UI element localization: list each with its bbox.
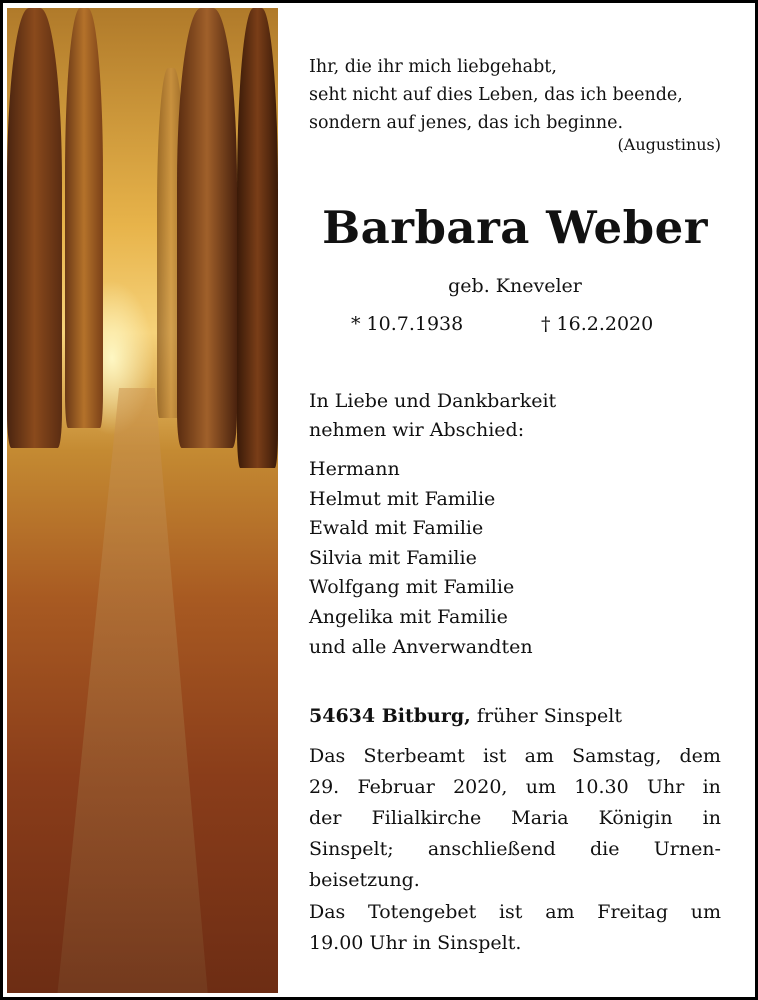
word: am [524, 745, 554, 767]
service-line [309, 741, 721, 772]
service-line [309, 772, 721, 803]
tree-trunk-right-2 [237, 8, 278, 468]
word: Samstag, [572, 745, 662, 767]
word: 29. [309, 776, 340, 798]
word: Februar [357, 776, 435, 798]
birth-name: geb. Kneveler [448, 275, 582, 297]
word: Totengebet [368, 901, 477, 923]
mourner: Silvia mit Familie [309, 546, 477, 569]
mourner: Wolfgang mit Familie [309, 576, 515, 599]
service-line [309, 803, 721, 834]
mourner: Ewald mit Familie [309, 517, 484, 540]
word: um [690, 901, 721, 923]
tree-trunk-right [177, 8, 237, 448]
intro-line: nehmen wir Abschied: [309, 419, 525, 441]
birth-date: * 10.7.1938 [351, 313, 464, 335]
prayer-info [309, 897, 721, 959]
deceased-name: Barbara Weber [322, 201, 708, 254]
word: Königin [598, 807, 673, 829]
quote [309, 53, 721, 137]
word: in [702, 776, 721, 798]
word: in [702, 807, 721, 829]
quote-line: sondern auf jenes, das ich beginne. [309, 113, 624, 133]
word: Maria [511, 807, 569, 829]
quote-line: Ihr, die ihr mich liebgehabt, [309, 57, 557, 77]
quote-source: (Augustinus) [617, 135, 721, 154]
quote-line: seht nicht auf dies Leben, das ich beende, [309, 85, 683, 105]
word: Freitag [597, 901, 668, 923]
word: um [525, 776, 557, 798]
mourner: Angelika mit Familie [309, 605, 508, 628]
word: Filialkirche [371, 807, 482, 829]
word: 10.30 [574, 776, 629, 798]
word: Sinspelt; [309, 838, 394, 860]
word: anschließend [427, 838, 556, 860]
tree-trunk-left-2 [65, 8, 103, 428]
death-date: † 16.2.2020 [541, 313, 654, 335]
service-line [309, 834, 721, 865]
mourner: Hermann [309, 458, 400, 480]
word: ist [482, 745, 507, 767]
prayer-line [309, 897, 721, 928]
farewell-intro [309, 387, 721, 445]
mourner: Helmut mit Familie [309, 487, 496, 510]
service-line-last: beisetzung. [309, 869, 420, 891]
word: Das [309, 901, 346, 923]
word: Uhr [646, 776, 685, 798]
tree-trunk-left [7, 8, 62, 448]
location [309, 705, 721, 727]
location-former: früher Sinspelt [476, 705, 622, 727]
path-shape [47, 388, 227, 993]
word: 2020, [453, 776, 508, 798]
intro-line: In Liebe und Dankbarkeit [309, 390, 557, 412]
prayer-line-last: 19.00 Uhr in Sinspelt. [309, 932, 522, 954]
location-place: 54634 Bitburg, [309, 705, 471, 727]
word: Urnen- [653, 838, 721, 860]
word: am [545, 901, 575, 923]
word: der [309, 807, 342, 829]
word: Das [309, 745, 346, 767]
mourner: und alle Anverwandten [309, 635, 533, 658]
mourners-list [309, 455, 721, 662]
word: die [590, 838, 620, 860]
word: Sterbeamt [363, 745, 465, 767]
funeral-service-info [309, 741, 721, 896]
forest-path-image [7, 8, 278, 993]
word: dem [679, 745, 721, 767]
word: ist [498, 901, 523, 923]
